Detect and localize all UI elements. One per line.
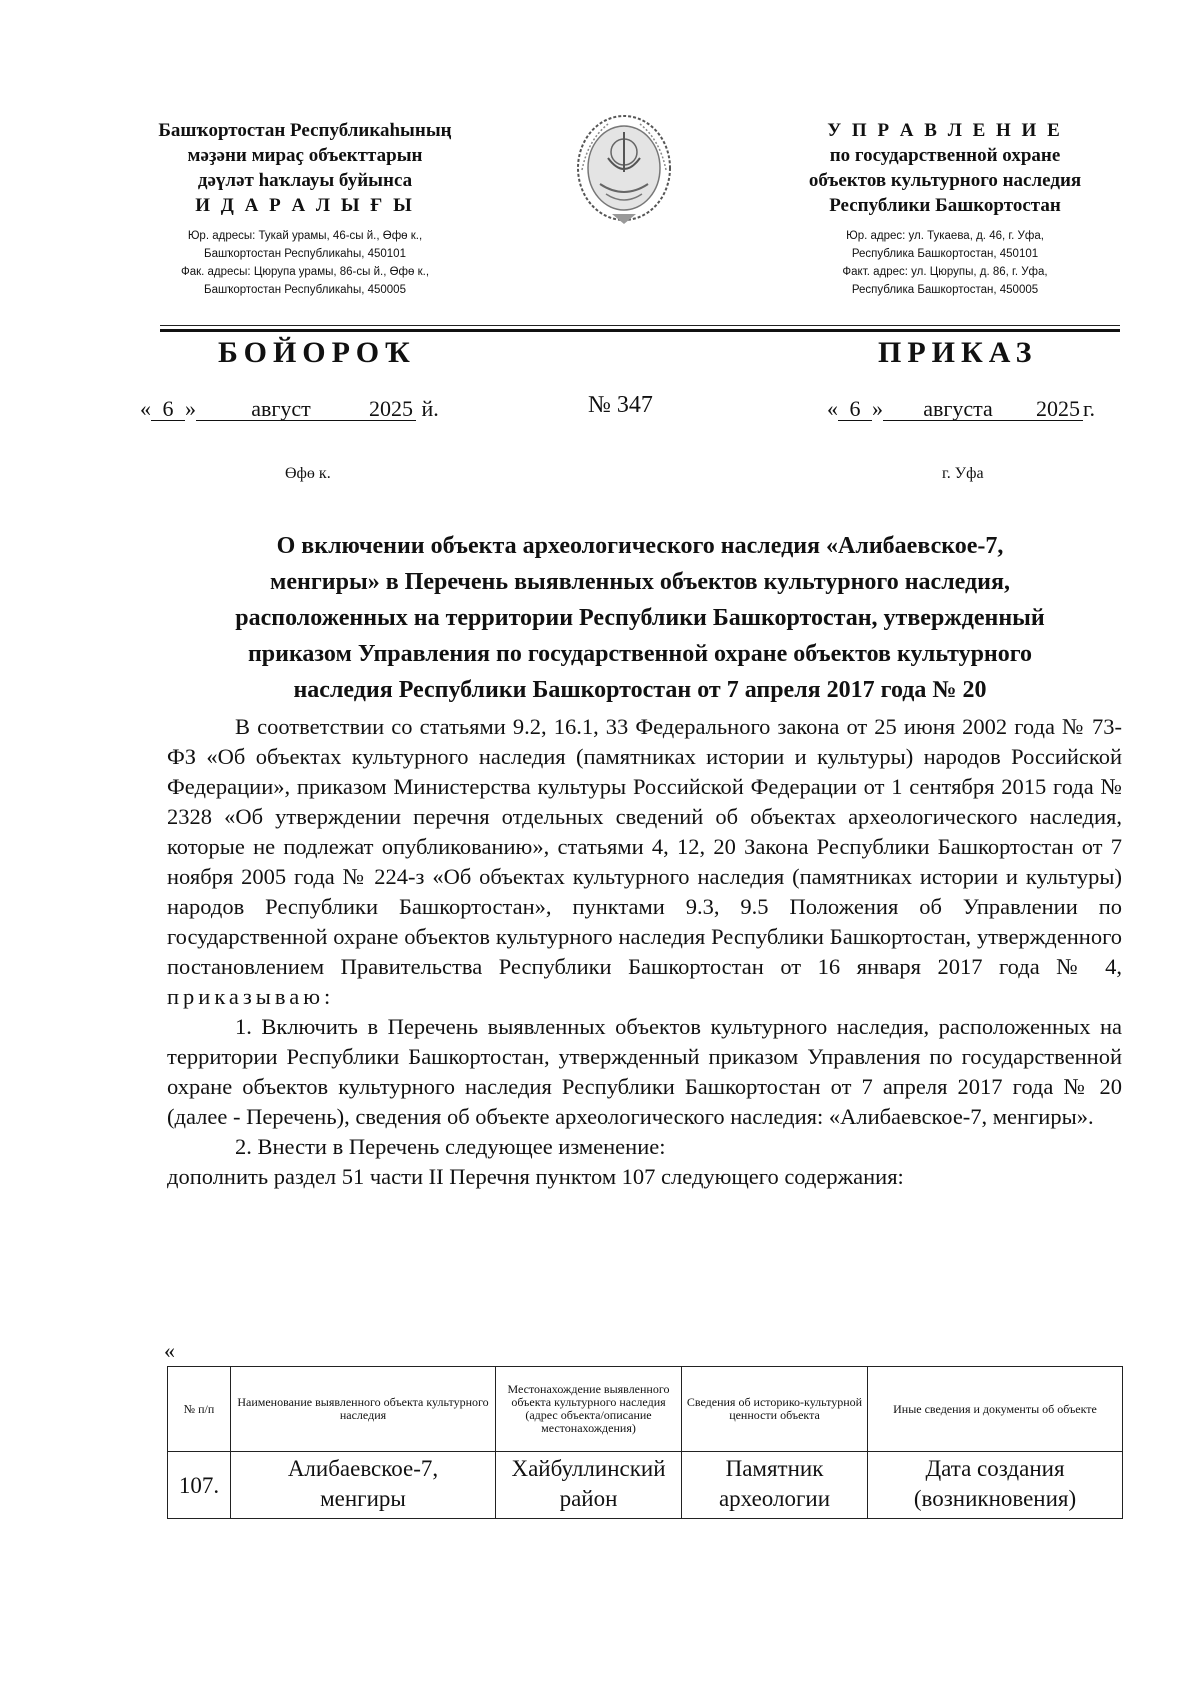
header-value: Сведения об историко-культурной ценности объекта [682,1367,868,1452]
cell-value [682,1452,868,1519]
title-line3: расположенных на территории Республики Башкортостан, утвержденный [235,605,1045,631]
header-right-line3: объектов культурного наследия [808,170,1082,191]
date-left-day: 6 [151,398,185,421]
cell-name [231,1452,496,1519]
document-body [167,712,1122,1192]
header-name: Наименование выявленного объекта культурного наследия [231,1367,496,1452]
header-right-line1: У П Р А В Л Е Н И Е [827,120,1063,141]
header-right-addr4: Республика Башкортостан, 450005 [851,284,1039,296]
header-other: Иные сведения и документы об объекте [868,1367,1123,1452]
date-right-day: 6 [838,398,872,421]
header-left-addr2: Башҡортостан Республикаһы, 450101 [204,248,406,260]
title-line1: О включении объекта археологического наследия «Алибаевское-7, [276,533,1004,559]
table-header-row [168,1367,1123,1452]
header-left [125,118,485,298]
cell-name-line2: менгиры [320,1486,406,1511]
table-row [168,1452,1123,1519]
date-left-suffix: й. [421,396,439,421]
register-table [167,1366,1123,1519]
header-left-line2: мәҙәни мираҫ объекттарын [187,145,423,166]
date-line-left [140,396,439,422]
coat-of-arms-emblem-icon [568,110,680,230]
header-left-addr1: Юр. адресы: Тукай урамы, 46-сы й., Өфө к., [187,230,423,242]
header-location: Местонахождение выявленного объекта культурного наследия (адрес объекта/описание местонахождения) [496,1367,682,1452]
header-right-line2: по государственной охране [829,145,1061,166]
body-paragraph-item2: 2. Внести в Перечень следующее изменение: [235,1134,666,1159]
cell-location-line2: район [559,1486,618,1511]
order-title-bashkir: БОЙОРОҠ [218,336,416,369]
header-left-addr4: Башҡортостан Республикаһы, 450005 [204,284,406,296]
date-right-month: августа [883,398,1033,421]
date-right-close-quote: » [872,396,883,421]
header-divider-thick [160,329,1120,332]
header-divider-thin [160,325,1120,326]
header-left-line1: Башҡортостан Республикаһының [158,120,452,141]
header-left-addr3: Фак. адресы: Цюрупа урамы, 86-сы й., Өфө к., [180,266,430,278]
title-line2: менгиры» в Перечень выявленных объектов культурного наследия, [270,569,1010,595]
header-right [765,118,1125,298]
order-number: № 347 [588,392,653,418]
preamble-text: В соответствии со статьями 9.2, 16.1, 33 Федерального закона от 25 июня 2002 года № 73-ФЗ «Об объектах культурного наследия (памятниках истории и культуры) народов Российской Федерации», приказом Министерства культуры Российской Федерации от 1 сентября 2015 года № 2328 «Об утверждении перечня отдельных сведений об объектах археологического наследия, которые не подлежат опубликованию», статьями 4, 12, 20 Закона Республики Башкортостан от 7 ноября 2005 года № 224-з «Об объектах культурного наследия (памятниках истории и культуры) народов Республики Башкортостан», пунктами 9.3, 9.5 Положения об Управлении по государственной охране объектов культурного наследия Республики Башкортостан, утвержденного постановлением Правительства Республики Башкортостан от 16 января 2017 года № 4, [167,714,1122,979]
cell-other-line2: (возникновения) [913,1486,1077,1511]
cell-value-line2: археологии [718,1486,831,1511]
city-bashkir: Өфө к. [285,465,331,482]
header-right-line4: Республики Башкортостан [829,195,1061,216]
date-right-suffix: г. [1083,396,1096,421]
date-left-year: 2025 [366,398,416,421]
header-number: № п/п [168,1367,231,1452]
city-russian: г. Уфа [942,465,984,482]
date-right-year: 2025 [1033,398,1083,421]
order-word: приказываю: [167,984,335,1009]
cell-value-line1: Памятник [725,1456,824,1481]
cell-other [868,1452,1123,1519]
title-line4: приказом Управления по государственной охране объектов культурного [247,641,1033,667]
table-open-quote: « [164,1338,175,1363]
header-right-addr1: Юр. адрес: ул. Тукаева, д. 46, г. Уфа, [846,230,1044,242]
document-title [160,528,1120,708]
header-left-line3: дәүләт һаҡлауы буйынса [197,170,413,191]
cell-location-line1: Хайбуллинский [511,1456,666,1481]
header-right-addr3: Факт. адрес: ул. Цюрупы, д. 86, г. Уфа, [842,266,1048,278]
title-line5: наследия Республики Башкортостан от 7 апреля 2017 года № 20 [293,677,987,703]
order-title-russian: ПРИКАЗ [878,336,1038,369]
date-left-month: август [196,398,366,421]
cell-number: 107. [168,1452,231,1519]
body-paragraph-supplement: дополнить раздел 51 части II Перечня пунктом 107 следующего содержания: [167,1164,904,1189]
date-left-open-quote: « [140,396,151,421]
date-right-open-quote: « [827,396,838,421]
body-paragraph-item1: 1. Включить в Перечень выявленных объектов культурного наследия, расположенных на территории Республики Башкортостан, утвержденный приказом Управления по государственной охране объектов культурного наследия Республики Башкортостан от 7 апреля 2017 года № 20 (далее - Перечень), сведения об объекте археологического наследия: «Алибаевское-7, менгиры». [167,1014,1122,1129]
date-left-close-quote: » [185,396,196,421]
body-paragraph-preamble [167,712,1122,1012]
date-line-right [827,396,1095,422]
cell-other-line1: Дата создания [925,1456,1065,1481]
cell-location [496,1452,682,1519]
cell-name-line1: Алибаевское-7, [287,1456,439,1481]
header-right-addr2: Республика Башкортостан, 450101 [851,248,1039,260]
header-left-line4: И Д А Р А Л Ы Ғ Ы [195,195,415,216]
